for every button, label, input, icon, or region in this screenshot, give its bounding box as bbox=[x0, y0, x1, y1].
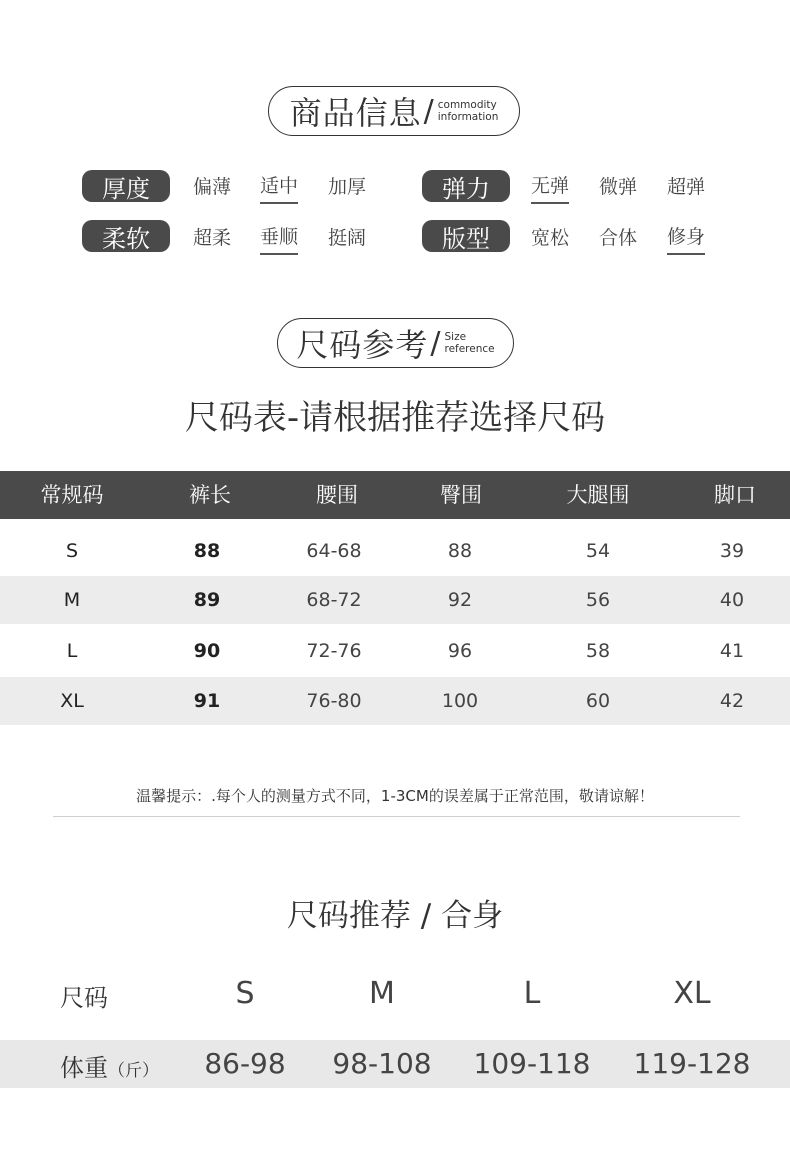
size-ref-title-en-2: reference bbox=[444, 343, 495, 355]
attr-label-thickness: 厚度 bbox=[82, 170, 170, 202]
size-reference-heading bbox=[277, 318, 514, 368]
col-header: 裤长 bbox=[189, 483, 231, 507]
table-cell: 89 bbox=[193, 589, 221, 611]
recommend-size: L bbox=[523, 976, 541, 1011]
recommend-size: M bbox=[369, 976, 395, 1011]
size-table-title: 尺码表-请根据推荐选择尺码 bbox=[184, 398, 606, 438]
table-cell: 42 bbox=[719, 690, 745, 712]
heading-slash: / bbox=[430, 325, 441, 361]
attr-option: 超弹 bbox=[667, 176, 706, 198]
table-cell: 88 bbox=[447, 540, 473, 562]
recommend-weight: 119-128 bbox=[633, 1047, 751, 1080]
weight-unit: （斤） bbox=[108, 1061, 159, 1081]
table-row bbox=[0, 576, 790, 624]
table-cell: 64-68 bbox=[306, 540, 362, 562]
col-header: 大腿围 bbox=[566, 483, 630, 507]
table-cell: 41 bbox=[719, 640, 745, 662]
weight-label: 体重 bbox=[60, 1054, 108, 1082]
attr-option: 超柔 bbox=[193, 227, 232, 249]
table-cell: 60 bbox=[585, 690, 611, 712]
table-cell: 76-80 bbox=[306, 690, 362, 712]
recommend-weight: 86-98 bbox=[204, 1047, 286, 1080]
table-cell: 58 bbox=[585, 640, 611, 662]
recommend-size: S bbox=[235, 976, 255, 1011]
table-cell: 39 bbox=[719, 540, 745, 562]
table-cell: 90 bbox=[193, 640, 221, 662]
col-header: 常规码 bbox=[40, 483, 104, 507]
attr-option-selected: 无弹 bbox=[531, 172, 569, 204]
attr-option-selected: 垂顺 bbox=[260, 223, 298, 255]
table-cell: 91 bbox=[193, 690, 221, 712]
heading-slash: / bbox=[423, 93, 434, 129]
table-row bbox=[0, 677, 790, 725]
commodity-title-en bbox=[438, 99, 499, 123]
attr-label-fit: 版型 bbox=[422, 220, 510, 252]
table-cell: 96 bbox=[447, 640, 473, 662]
attr-option: 微弹 bbox=[599, 176, 638, 198]
table-cell: M bbox=[63, 589, 81, 611]
table-cell: 72-76 bbox=[306, 640, 362, 662]
divider bbox=[53, 816, 740, 817]
attr-option: 加厚 bbox=[328, 176, 367, 198]
commodity-info-heading bbox=[268, 86, 520, 136]
table-cell: 56 bbox=[585, 589, 611, 611]
recommend-weight-label bbox=[60, 1048, 159, 1083]
table-cell: 100 bbox=[441, 690, 479, 712]
table-cell: 54 bbox=[585, 540, 611, 562]
table-cell: 88 bbox=[193, 540, 221, 562]
attr-label-softness: 柔软 bbox=[82, 220, 170, 252]
size-ref-title-en bbox=[444, 331, 494, 355]
commodity-title-en-2: information bbox=[437, 111, 499, 123]
attr-label-elasticity: 弹力 bbox=[422, 170, 510, 202]
recommend-title: 尺码推荐 / 合身 bbox=[286, 898, 504, 934]
attr-option-selected: 适中 bbox=[260, 172, 298, 204]
attr-option: 合体 bbox=[599, 227, 638, 249]
table-row bbox=[0, 527, 790, 575]
size-ref-title-en-1: Size bbox=[444, 331, 467, 343]
attr-option: 宽松 bbox=[531, 227, 570, 249]
commodity-title-zh: 商品信息 bbox=[289, 94, 422, 132]
recommend-weight: 98-108 bbox=[332, 1047, 432, 1080]
attr-option: 偏薄 bbox=[193, 176, 232, 198]
table-cell: L bbox=[66, 640, 78, 662]
col-header: 脚口 bbox=[714, 483, 756, 507]
table-row bbox=[0, 627, 790, 675]
recommend-size: XL bbox=[673, 976, 711, 1011]
attr-option-selected: 修身 bbox=[667, 223, 705, 255]
col-header: 腰围 bbox=[316, 483, 358, 507]
recommend-weight: 109-118 bbox=[473, 1047, 591, 1080]
col-header: 臀围 bbox=[440, 483, 482, 507]
table-cell: 40 bbox=[719, 589, 745, 611]
commodity-title-en-1: commodity bbox=[437, 99, 497, 111]
size-ref-title-zh: 尺码参考 bbox=[296, 326, 429, 364]
table-cell: XL bbox=[60, 690, 84, 712]
attr-option: 挺阔 bbox=[328, 227, 367, 249]
table-cell: 92 bbox=[447, 589, 473, 611]
size-table-header bbox=[0, 471, 790, 519]
recommend-size-label: 尺码 bbox=[60, 984, 108, 1012]
table-cell: 68-72 bbox=[306, 589, 362, 611]
table-cell: S bbox=[65, 540, 79, 562]
measurement-tip: 温馨提示：.每个人的测量方式不同，1-3CM的误差属于正常范围，敬请谅解！ bbox=[136, 787, 654, 805]
